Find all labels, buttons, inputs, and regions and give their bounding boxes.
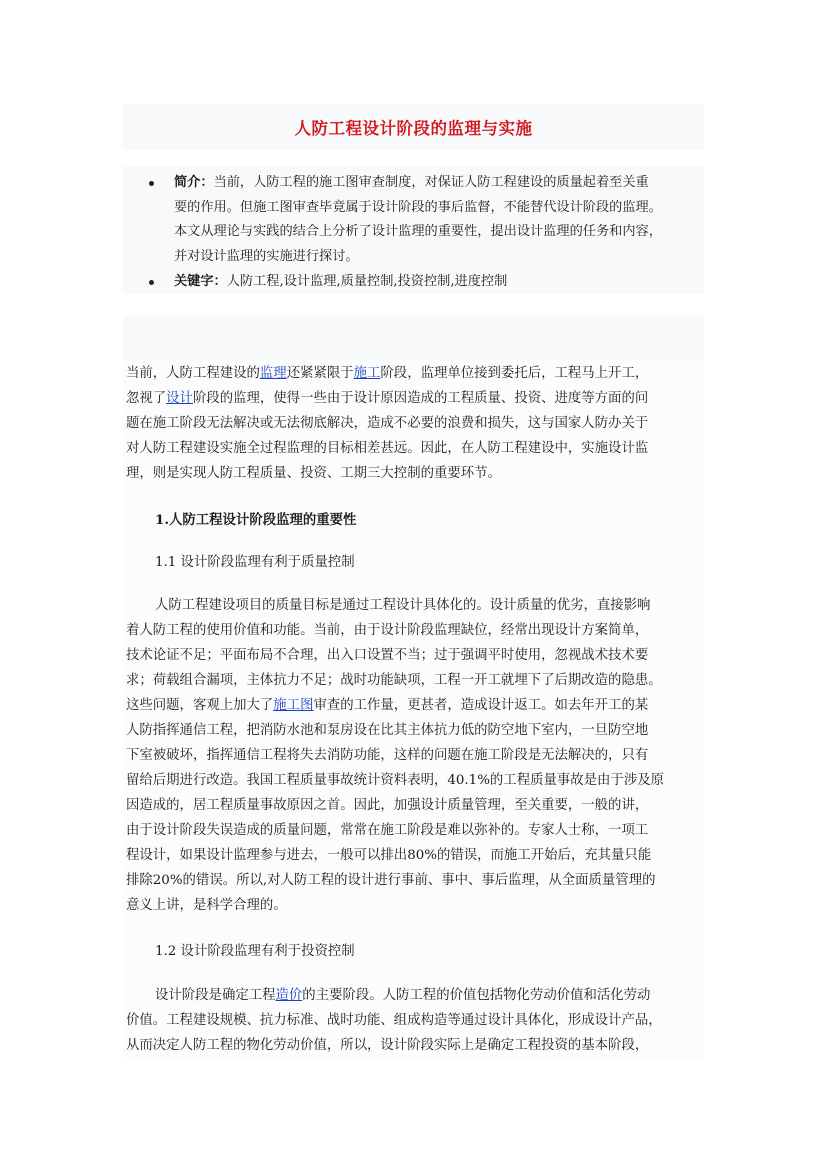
title-band [123,104,704,150]
intro-line: 本文从理论与实践的结合上分析了设计监理的重要性，提出设计监理的任务和内容， [174,224,662,239]
text-run: 题在施工阶段无法解决或无法彻底解决，造成不必要的浪费和损失，这与国家人防办关于 [126,416,649,431]
inline-link[interactable]: 造价 [275,988,303,1003]
spacer-band [123,316,704,360]
text-run: 的主要阶段。人防工程的价值包括物化劳动价值和活化劳动 [302,988,651,1003]
text-run: 忽视了 [126,391,167,406]
text-run: 1.1 设计阶段监理有利于质量控制 [155,555,355,570]
keywords-value: 人防工程,设计监理,质量控制,投资控制,进度控制 [226,274,508,289]
paragraph-line [126,871,655,891]
text-run: 从而决定人防工程的物化劳动价值，所以，设计阶段实际上是确定工程投资的基本阶段， [126,1038,649,1053]
text-run: 技术论证不足；平面布局不合理，出入口设置不当；过于强调平时使用，忽视战术技术要 [126,648,649,663]
text-run: 程设计，如果设计监理参与进去，一般可以排出80%的错误，而施工开始后，充其量只能 [126,848,652,863]
text-run: 人防工程建设项目的质量目标是通过工程设计具体化的。设计质量的优劣，直接影响 [155,598,651,613]
paragraph-line [126,389,648,409]
paragraph-line [126,771,664,791]
paragraph-line [155,596,650,616]
intro-line: 当前，人防工程的施工图审查制度，对保证人防工程建设的质量起着至关重 [213,175,649,190]
paragraph-line [126,796,648,816]
inline-link[interactable]: 施工图 [273,698,314,713]
summary-box [123,166,704,294]
text-run: 当前，人防工程建设的 [126,366,260,381]
paragraph-line [126,896,287,916]
section-heading [155,510,356,530]
text-run: 1.2 设计阶段监理有利于投资控制 [155,944,355,959]
text-run: 下室被破坏，指挥通信工程将失去消防功能，这样的问题在施工阶段是无法解决的，只有 [126,748,649,763]
paragraph-line [126,721,648,741]
keywords-label: 关键字： [174,274,227,289]
text-run: 对人防工程建设实施全过程监理的目标相差甚远。因此，在人防工程建设中，实施设计监 [126,441,649,456]
paragraph-line [126,364,648,384]
paragraph-line [126,464,501,484]
text-run: 这些问题，客观上加大了 [126,698,274,713]
paragraph-line [126,746,648,766]
paragraph-line [126,439,648,459]
text-run: 求；荷载组合漏项，主体抗力不足；战时功能缺项，工程一开工就埋下了后期改造的隐患。 [126,673,662,688]
bullet-icon [149,280,154,285]
text-run: 审查的工作量，更甚者，造成设计返工。如去年开工的某 [313,698,649,713]
text-run: 人防指挥通信工程，把消防水池和泵房设在比其主体抗力低的防空地下室内，一旦防空地 [126,723,649,738]
paragraph-line [126,621,648,641]
text-run: 意义上讲，是科学合理的。 [126,898,287,913]
text-run: 阶段，监理单位接到委托后，工程马上开工， [380,366,649,381]
page-title: 人防工程设计阶段的监理与实施 [294,119,533,138]
inline-link[interactable]: 监理 [259,366,287,381]
paragraph-line [126,646,648,666]
text-run: 理，则是实现人防工程质量、投资、工期三大控制的重要环节。 [126,466,501,481]
subsection-heading [155,553,355,573]
paragraph-line [126,1011,662,1031]
paragraph-line [126,821,648,841]
text-run: 价值。工程建设规模、抗力标准、战时功能、组成构造等通过设计具体化，形成设计产品， [126,1013,662,1028]
paragraph-line [126,696,648,716]
text-run: 阶段的监理，使得一些由于设计原因造成的工程质量、投资、进度等方面的问 [192,391,649,406]
paragraph-line [155,986,650,1006]
paragraph-line [126,414,648,434]
intro-label: 简介： [174,175,214,190]
text-run: 排除20%的错误。所以,对人防工程的设计进行事前、事中、事后监理，从全面质量管理的 [126,873,656,888]
bullet-icon [149,181,154,186]
inline-link[interactable]: 设计 [166,391,193,406]
text-run: 由于设计阶段失误造成的质量问题，常常在施工阶段是难以弥补的。专家人士称，一项工 [126,823,649,838]
intro-line: 并对设计监理的实施进行探讨。 [174,248,359,264]
paragraph-line [126,1036,648,1056]
text-run: 因造成的，居工程质量事故原因之首。因此，加强设计质量管理，至关重要，一般的讲， [126,798,649,813]
subsection-heading [155,942,355,962]
text-run: 留给后期进行改造。我国工程质量事故统计资料表明，40.1%的工程质量事故是由于涉及原 [126,773,664,788]
inline-link[interactable]: 施工 [353,366,381,381]
text-run: 还紧紧限于 [286,366,354,381]
text-run: 1.人防工程设计阶段监理的重要性 [155,512,357,528]
paragraph-line [126,671,662,691]
text-run: 设计阶段是确定工程 [155,988,276,1003]
intro-line: 要的作用。但施工图审查毕竟属于设计阶段的事后监督，不能替代设计阶段的监理。 [174,199,662,215]
paragraph-line [126,846,651,866]
text-run: 着人防工程的使用价值和功能。当前，由于设计阶段监理缺位，经常出现设计方案简单， [126,623,649,638]
